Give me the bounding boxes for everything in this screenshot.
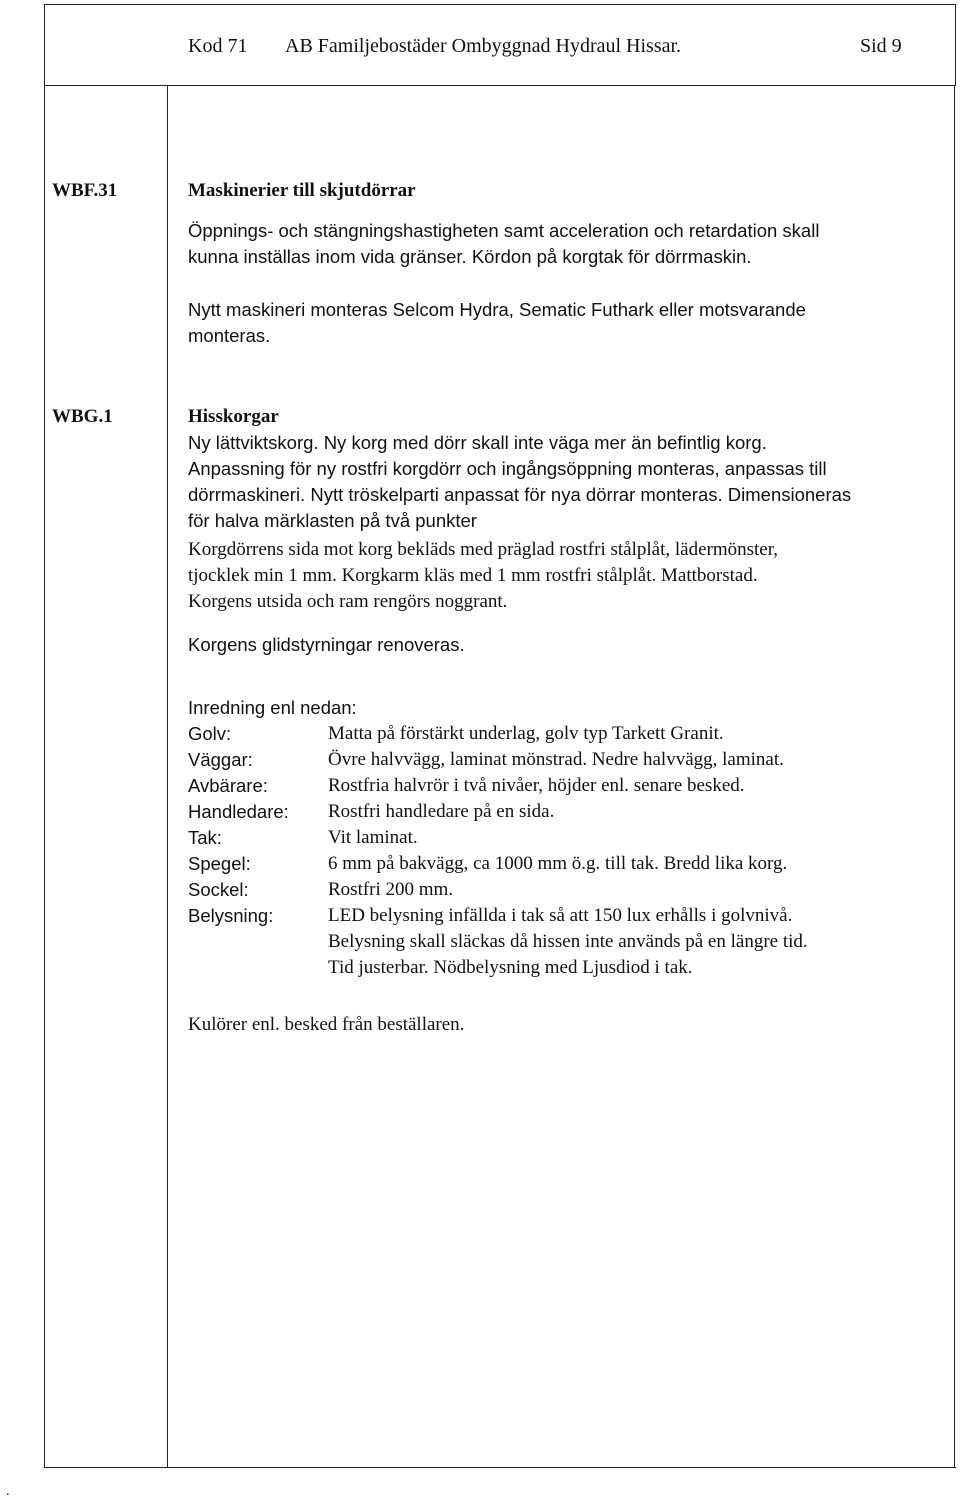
page-number: Sid 9 — [860, 35, 902, 57]
paragraph-line: tjocklek min 1 mm. Korgkarm kläs med 1 mm rostfri stålplåt. Mattborstad. — [188, 565, 758, 586]
inredning-item-cont — [188, 929, 928, 955]
section-wbg1-glid — [188, 632, 928, 658]
paragraph-line: Kulörer enl. besked från beställaren. — [188, 1014, 465, 1035]
paragraph-line: dörrmaskineri. Nytt tröskelparti anpassat för nya dörrar monteras. Dimensioneras — [188, 484, 852, 505]
inredning-list — [188, 721, 928, 981]
section-wbf31-body-2 — [188, 297, 928, 349]
section-wbg1-body — [188, 430, 928, 534]
item-value: 6 mm på bakvägg, ca 1000 mm ö.g. till tak. Bredd lika korg. — [328, 853, 788, 874]
paragraph-line: Korgdörrens sida mot korg bekläds med präglad rostfri stålplåt, lädermönster, — [188, 539, 779, 560]
item-label: Tak: — [188, 827, 222, 848]
item-value: Rostfria halvrör i två nivåer, höjder enl. senare besked. — [328, 775, 745, 796]
footer-mark: . — [6, 1484, 10, 1499]
item-label: Golv: — [188, 723, 232, 744]
item-value: Rostfri handledare på en sida. — [328, 801, 555, 822]
inredning-title — [188, 695, 928, 721]
item-label: Sockel: — [188, 879, 249, 900]
inredning-item — [188, 851, 928, 877]
item-label: Avbärare: — [188, 775, 268, 796]
section-wbg1-body-2 — [188, 537, 928, 615]
item-value: Vit laminat. — [328, 827, 418, 848]
table-column-rule — [167, 86, 168, 1468]
paragraph-line: Öppnings- och stängningshastigheten samt acceleration och retardation skall — [188, 220, 820, 241]
inredning-item — [188, 747, 928, 773]
paragraph-line: monteras. — [188, 325, 271, 346]
item-label: Belysning: — [188, 905, 274, 926]
inredning-item-cont — [188, 955, 928, 981]
item-value: Tid justerbar. Nödbelysning med Ljusdiod i tak. — [328, 957, 693, 978]
inredning-item — [188, 877, 928, 903]
item-label: Handledare: — [188, 801, 289, 822]
document-title: AB Familjebostäder Ombyggnad Hydraul Hissar. — [285, 35, 682, 57]
kulorer-note — [188, 1012, 928, 1038]
paragraph-line: Nytt maskineri monteras Selcom Hydra, Sematic Futhark eller motsvarande — [188, 299, 806, 320]
table-right-rule — [954, 86, 955, 1468]
paragraph-line: Ny lättviktskorg. Ny korg med dörr skall inte väga mer än befintlig korg. — [188, 432, 767, 453]
section-code-wbf31: WBF.31 — [52, 180, 118, 201]
item-value: Rostfri 200 mm. — [328, 879, 454, 900]
section-heading: Maskinerier till skjutdörrar — [188, 180, 416, 201]
table-bottom-rule — [44, 1467, 956, 1468]
inredning-item — [188, 825, 928, 851]
paragraph-line: Korgens utsida och ram rengörs noggrant. — [188, 591, 508, 612]
paragraph-line: Inredning enl nedan: — [188, 697, 357, 718]
document-code: Kod 71 — [188, 35, 248, 57]
inredning-item — [188, 721, 928, 747]
paragraph-line: Anpassning för ny rostfri korgdörr och ingångsöppning monteras, anpassas till — [188, 458, 827, 479]
section-wbg1 — [188, 404, 928, 430]
section-wbf31 — [188, 178, 928, 204]
table-left-rule — [44, 86, 45, 1468]
section-heading: Hisskorgar — [188, 406, 279, 427]
item-value: LED belysning infällda i tak så att 150 lux erhålls i golvnivå. — [328, 905, 793, 926]
item-value: Matta på förstärkt underlag, golv typ Tarkett Granit. — [328, 723, 724, 744]
paragraph-line: Korgens glidstyrningar renoveras. — [188, 634, 465, 655]
inredning-item — [188, 903, 928, 929]
inredning-item — [188, 799, 928, 825]
item-label: Väggar: — [188, 749, 253, 770]
item-label: Spegel: — [188, 853, 251, 874]
section-wbf31-body — [188, 218, 928, 270]
paragraph-line: kunna inställas inom vida gränser. Kördon på korgtak för dörrmaskin. — [188, 246, 752, 267]
page-header — [44, 4, 956, 86]
item-value: Övre halvvägg, laminat mönstrad. Nedre halvvägg, laminat. — [328, 749, 784, 770]
inredning-item — [188, 773, 928, 799]
section-code-wbg1: WBG.1 — [52, 406, 113, 427]
item-value: Belysning skall släckas då hissen inte används på en längre tid. — [328, 931, 808, 952]
paragraph-line: för halva märklasten på två punkter — [188, 510, 477, 531]
